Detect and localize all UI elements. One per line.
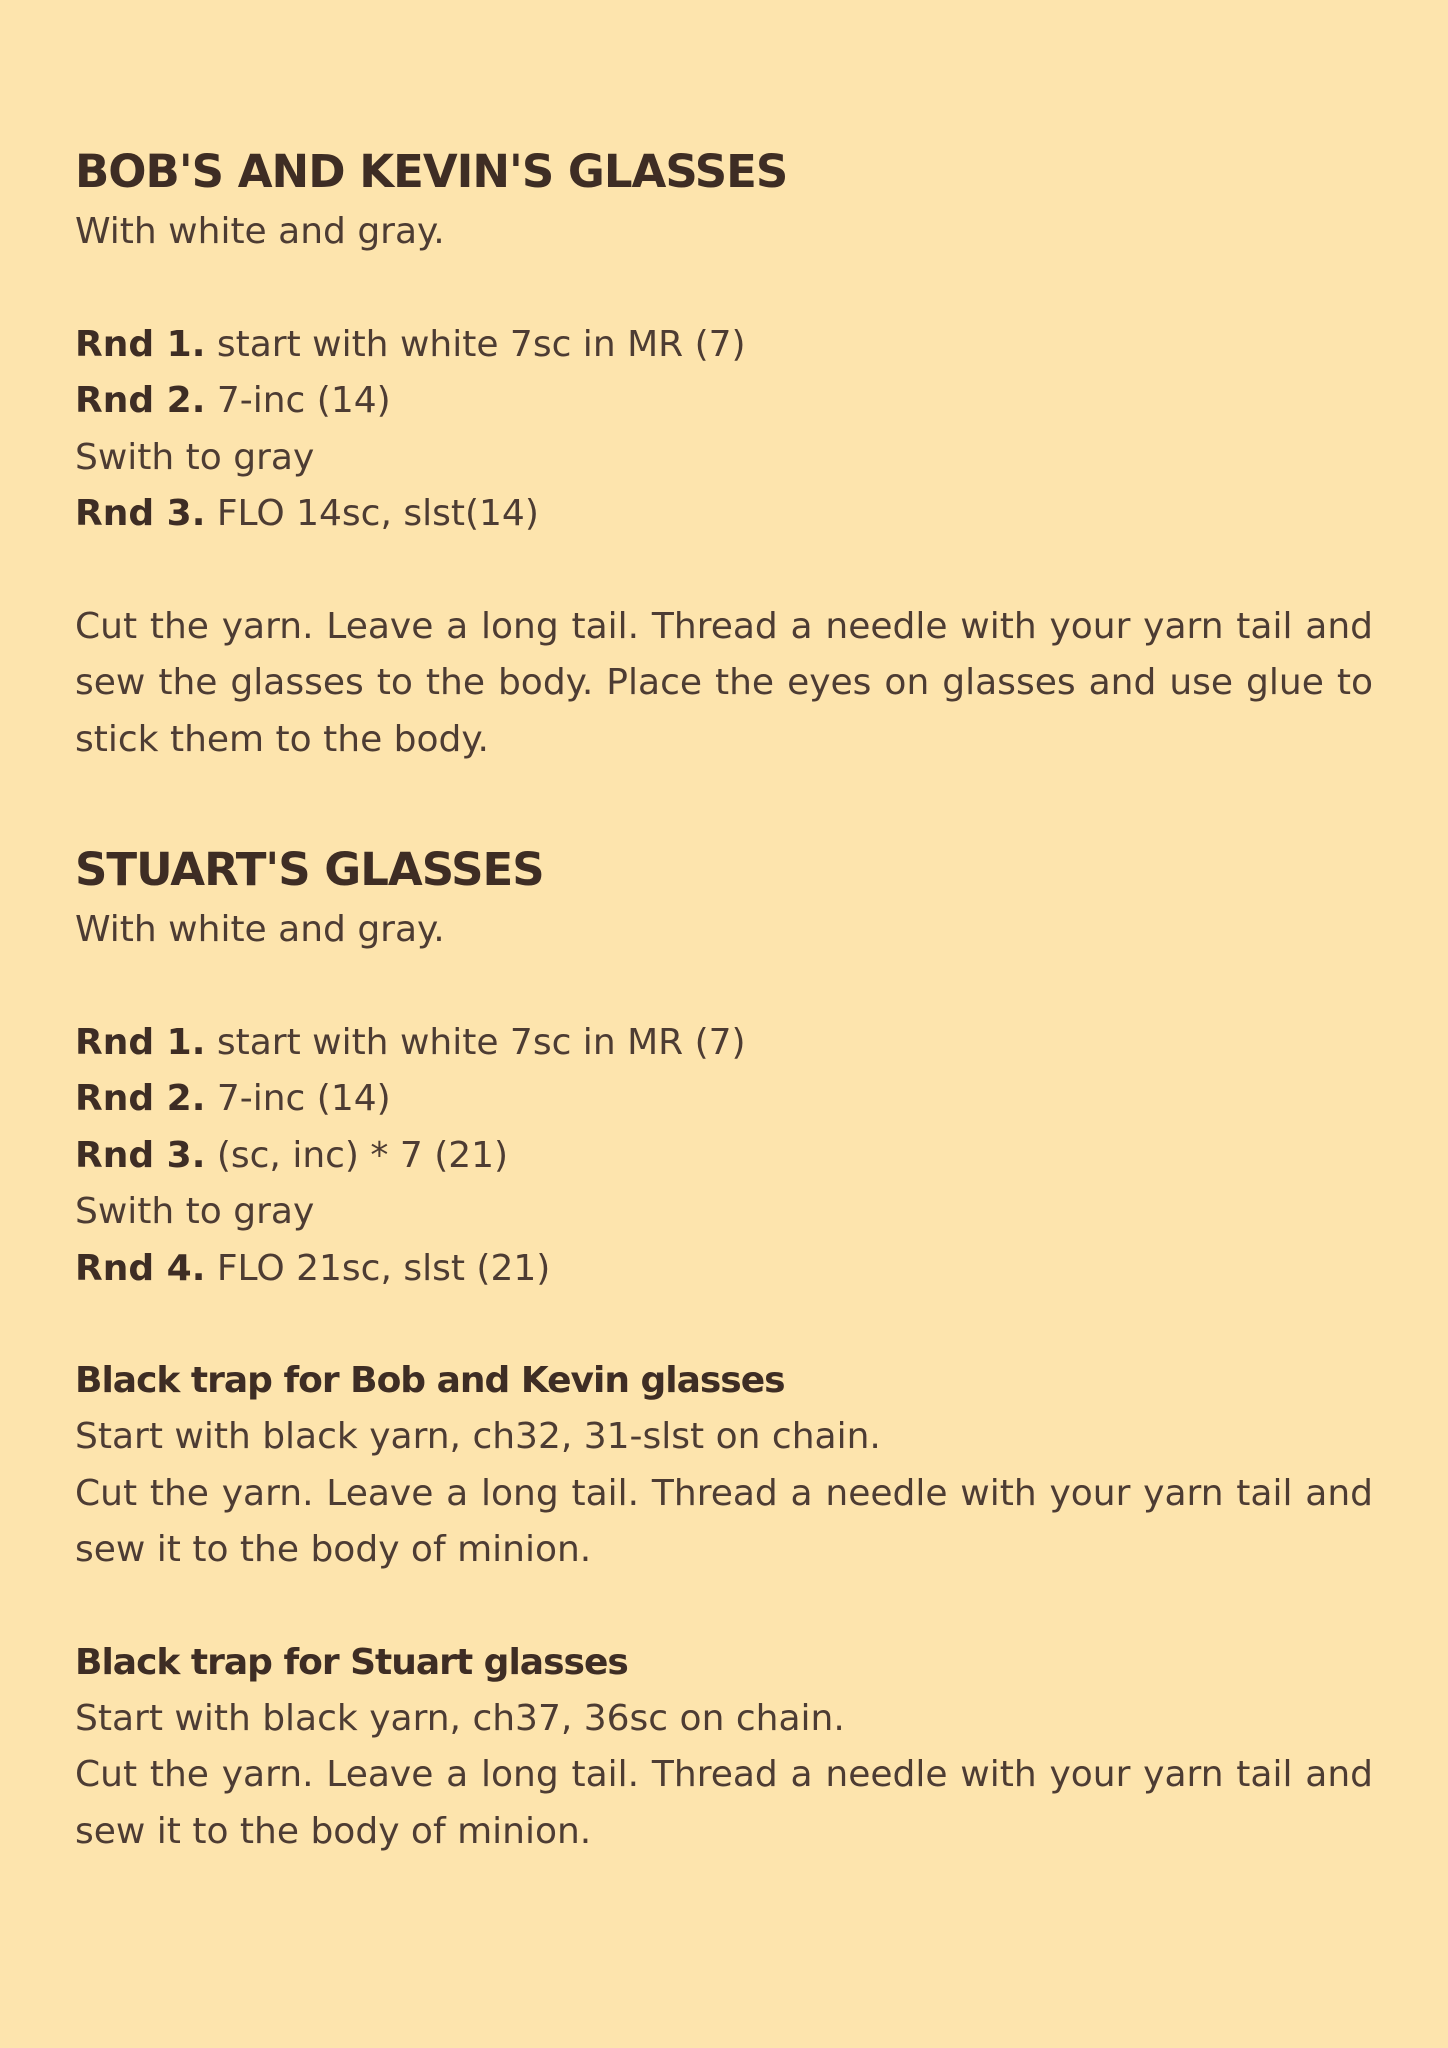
round-text: (sc, inc) * 7 (21) [205,1134,509,1176]
section-title: BOB'S AND KEVIN'S GLASSES [75,145,788,198]
strap-bob-kevin [75,1353,1373,1579]
strap-finish: Cut the yarn. Leave a long tail. Thread a needle with your yarn tail and sew it to the body of minion. [75,1472,1373,1570]
round-line [75,317,1373,374]
round-line [75,1071,1373,1128]
round-label: Rnd 3. [75,493,206,534]
round-text: Swith to gray [75,1191,315,1232]
round-label: Rnd 2. [75,1078,206,1119]
round-text: start with white 7sc in MR (7) [205,1021,746,1063]
round-text: start with white 7sc in MR (7) [205,323,746,365]
strap-stuart [75,1635,1373,1861]
section-title: STUART'S GLASSES [75,843,544,896]
strap-title: Black trap for Stuart glasses [75,1641,628,1683]
round-line [75,1015,1373,1072]
round-text: Swith to gray [75,436,315,478]
section-bob-kevin-glasses [75,140,1373,768]
round-line [75,430,1373,487]
strap-finish: Cut the yarn. Leave a long tail. Thread a needle with your yarn tail and sew it to the body of minion. [75,1754,1373,1852]
strap-title: Black trap for Bob and Kevin glasses [75,1360,785,1401]
strap-start: Start with black yarn, ch37, 36sc on chain. [75,1697,845,1739]
round-line [75,486,1373,543]
section-stuart-glasses [75,838,1373,1297]
section-intro: With white and gray. [75,909,445,950]
round-line [75,1184,1373,1241]
round-label: Rnd 3. [75,1134,206,1176]
round-text: FLO 14sc, slst(14) [205,493,539,534]
round-label: Rnd 1. [75,1021,206,1063]
round-line [75,1128,1373,1185]
round-text: FLO 21sc, slst (21) [205,1247,551,1289]
round-text: 7-inc (14) [205,1078,391,1119]
round-label: Rnd 4. [75,1247,206,1289]
pattern-page [75,140,1373,1860]
round-label: Rnd 2. [75,380,206,421]
round-text: 7-inc (14) [205,380,391,421]
finishing-instructions: Cut the yarn. Leave a long tail. Thread a needle with your yarn tail and sew the glasses to the body. Place the eyes on glasses and use glue to stick them to the body. [75,605,1373,760]
round-label: Rnd 1. [75,323,206,365]
strap-start: Start with black yarn, ch32, 31-slst on chain. [75,1416,881,1457]
round-line [75,1241,1373,1298]
section-intro: With white and gray. [75,211,445,252]
round-line [75,373,1373,430]
